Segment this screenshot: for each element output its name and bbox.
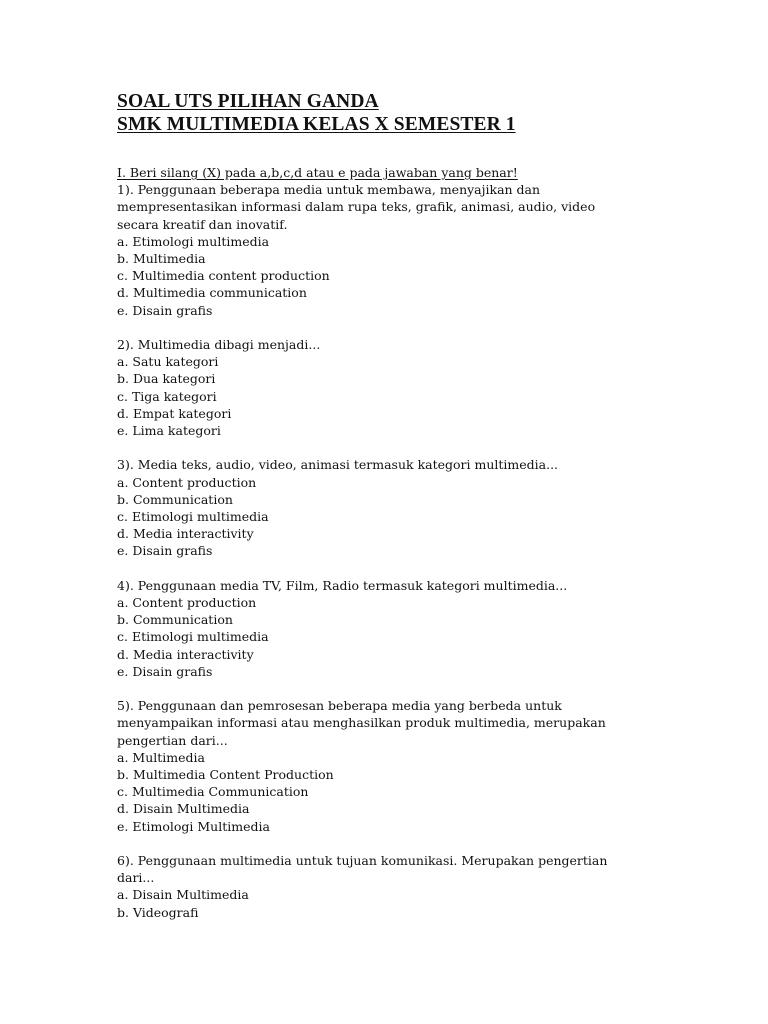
answer-option: c. Multimedia Communication bbox=[117, 784, 309, 800]
question-5 bbox=[117, 697, 657, 835]
question-list bbox=[117, 181, 657, 921]
document-title bbox=[117, 90, 657, 136]
question-text-line: 3). Media teks, audio, video, animasi termasuk kategori multimedia... bbox=[117, 457, 559, 473]
answer-option: b. Multimedia bbox=[117, 251, 206, 267]
question-text-line: 1). Penggunaan beberapa media untuk membawa, menyajikan dan bbox=[117, 182, 541, 198]
title-line-2: SMK MULTIMEDIA KELAS X SEMESTER 1 bbox=[117, 114, 516, 135]
answer-option: a. Satu kategori bbox=[117, 354, 219, 370]
question-text bbox=[117, 577, 657, 594]
answer-option: e. Disain grafis bbox=[117, 302, 213, 318]
answer-option: d. Media interactivity bbox=[117, 646, 254, 662]
title-line-1: SOAL UTS PILIHAN GANDA bbox=[117, 91, 379, 112]
question-text bbox=[117, 852, 657, 886]
answer-option: d. Media interactivity bbox=[117, 526, 254, 542]
instruction-text: I. Beri silang (X) pada a,b,c,d atau e pada jawaban yang benar! bbox=[117, 165, 518, 180]
question-text bbox=[117, 181, 657, 233]
question-text-line: pengertian dari... bbox=[117, 732, 228, 748]
answer-option: b. Multimedia Content Production bbox=[117, 767, 334, 783]
question-text-line: 5). Penggunaan dan pemrosesan beberapa media yang berbeda untuk bbox=[117, 698, 562, 714]
document-page bbox=[117, 90, 657, 921]
question-3 bbox=[117, 456, 657, 559]
answer-option: d. Empat kategori bbox=[117, 405, 232, 421]
question-text-line: 6). Penggunaan multimedia untuk tujuan komunikasi. Merupakan pengertian bbox=[117, 853, 608, 869]
answer-option: c. Etimologi multimedia bbox=[117, 509, 269, 525]
answer-option: c. Multimedia content production bbox=[117, 268, 330, 284]
answer-option: e. Etimologi Multimedia bbox=[117, 818, 270, 834]
question-text-line: dari... bbox=[117, 870, 155, 886]
question-text-line: mempresentasikan informasi dalam rupa teks, grafik, animasi, audio, video bbox=[117, 199, 596, 215]
answer-option: b. Communication bbox=[117, 491, 233, 507]
question-text-line: menyampaikan informasi atau menghasilkan produk multimedia, merupakan bbox=[117, 715, 606, 731]
answer-option: e. Disain grafis bbox=[117, 543, 213, 559]
answer-option: d. Multimedia communication bbox=[117, 285, 307, 301]
answer-option: a. Content production bbox=[117, 474, 257, 490]
answer-option: b. Communication bbox=[117, 612, 233, 628]
answer-option: e. Lima kategori bbox=[117, 423, 221, 439]
question-text-line: 4). Penggunaan media TV, Film, Radio termasuk kategori multimedia... bbox=[117, 577, 568, 593]
answer-option: a. Content production bbox=[117, 595, 257, 611]
question-text-line: 2). Multimedia dibagi menjadi... bbox=[117, 337, 321, 353]
answer-option: e. Disain grafis bbox=[117, 663, 213, 679]
answer-option: a. Disain Multimedia bbox=[117, 887, 249, 903]
question-text-line: secara kreatif dan inovatif. bbox=[117, 216, 288, 232]
question-text bbox=[117, 336, 657, 353]
question-text bbox=[117, 456, 657, 473]
answer-option: c. Etimologi multimedia bbox=[117, 629, 269, 645]
answer-option: a. Multimedia bbox=[117, 749, 205, 765]
answer-option: b. Videografi bbox=[117, 904, 199, 920]
answer-option: b. Dua kategori bbox=[117, 371, 216, 387]
question-4 bbox=[117, 577, 657, 680]
answer-option: d. Disain Multimedia bbox=[117, 801, 250, 817]
question-text bbox=[117, 697, 657, 749]
answer-option: c. Tiga kategori bbox=[117, 388, 217, 404]
answer-option: a. Etimologi multimedia bbox=[117, 233, 270, 249]
question-2 bbox=[117, 336, 657, 439]
question-1 bbox=[117, 181, 657, 319]
question-6 bbox=[117, 852, 657, 921]
